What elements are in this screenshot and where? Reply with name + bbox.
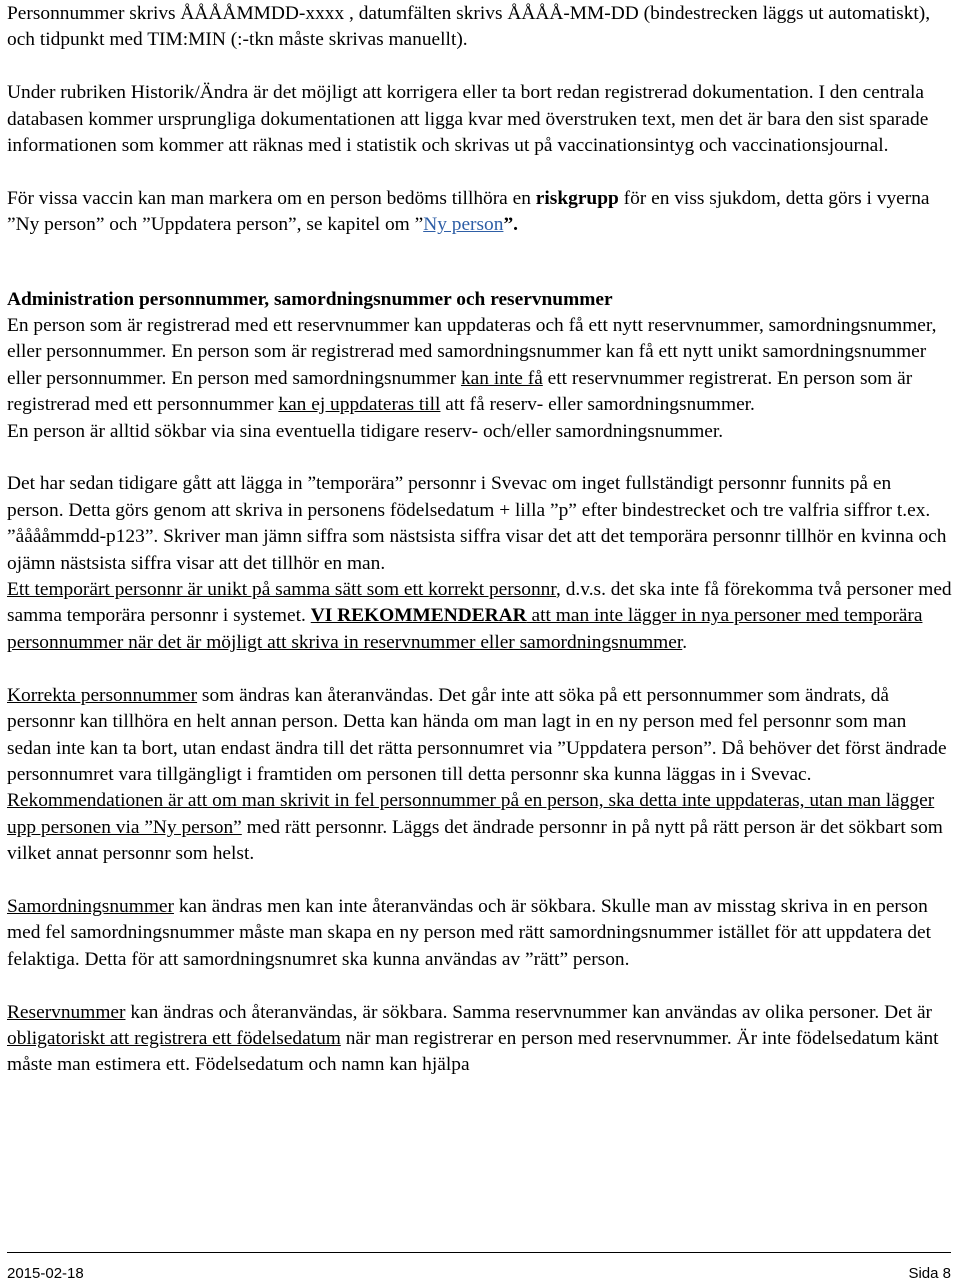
- text-run: att få reserv- eller samordningsnummer.: [440, 394, 755, 416]
- page-footer: [7, 1252, 951, 1283]
- text-run: med rätt personnr. Läggs det ändrade personnr in på nytt på rätt person är det sökbart som vilket annat personnr som helst.: [7, 816, 943, 865]
- text-run: ett reservnummer registrerat. En person som är registrerad med ett personnummer: [7, 367, 913, 416]
- underlined-text: kan inte få: [460, 367, 543, 389]
- underlined-text: Ett temporärt personnr är unikt på samma sätt som ett korrekt personnr: [7, 579, 557, 601]
- paragraph-temporara-personnr: [7, 471, 952, 577]
- text-run: En person som är registrerad med ett reservnummer kan uppdateras och få ett nytt reservnummer, samordningsnummer, eller personnummer. En person som är registrerad med samordningsnummer kan få ett nytt unikt samordningsnummer eller personnummer. En person med samordningsnummer: [7, 315, 937, 389]
- paragraph-temporart-unikt: [7, 577, 952, 656]
- underlined-term: Korrekta personnummer: [7, 684, 198, 706]
- heading-text: Administration personnummer, samordningsnummer och reservnummer: [7, 288, 613, 310]
- page-number: Sida 8: [908, 1265, 951, 1282]
- document-body: [7, 1, 952, 1079]
- text-run: , d.v.s. det ska inte få förekomma två personer med samma temporära personnr i systemet.: [7, 579, 952, 627]
- bold-term-riskgrupp: riskgrupp: [535, 187, 619, 209]
- paragraph-riskgrupp: [7, 186, 952, 239]
- paragraph-text: En person är alltid sökbar via sina eventuella tidigare reserv- och/eller samordningsnummer.: [7, 420, 724, 442]
- paragraph-text: Under rubriken Historik/Ändra är det möjligt att korrigera eller ta bort redan registrerad dokumentation. I den centrala databasen kommer ursprungliga dokumentationen att ligga kvar med överstruken text, men det är bara den sist sparade informationen som kommer att räknas med i statistik och skrivas ut på vaccinationsintyg och vaccinationsjournal.: [7, 82, 929, 157]
- paragraph-personnummer-format: [7, 1, 952, 54]
- paragraph-administration: [7, 313, 952, 419]
- text-run: .: [682, 631, 688, 653]
- link-ny-person[interactable]: Ny person: [423, 214, 504, 236]
- underlined-term: Reservnummer: [7, 1001, 126, 1023]
- paragraph-reservnummer: [7, 1000, 952, 1079]
- text-run: ”.: [503, 214, 518, 236]
- text-run: kan ändras och återanvändas, är sökbara. Samma reservnummer kan användas av olika personer. Det är: [125, 1001, 933, 1023]
- underlined-text: obligatoriskt att registrera ett födelsedatum: [7, 1027, 341, 1049]
- paragraph-text: Det har sedan tidigare gått att lägga in ”temporära” personnr i Svevac om inget fullständigt personnr funnits på en person. Detta görs genom att skriva in personens födelsedatum + lilla ”p” efter bindestrecket och tre valfria siffror t.ex. ”ååååmmdd-p123”. Skriver man jämn siffra som nästsista siffra visar det att det temporära personnr tillhör en kvinna och ojämn nästsista siffra visar att det tillhör en man.: [7, 473, 947, 574]
- paragraph-sokbar: [7, 419, 952, 445]
- text-run: kan ändras men kan inte återanvändas och är sökbara. Skulle man av misstag skriva in en person med fel samordningsnummer måste man skapa en ny person med rätt samordningsnummer istället för att uppdatera det felaktiga. Detta för att samordningsnumret ska kunna användas av ”rätt” person.: [7, 895, 932, 970]
- emphasis-recommendation: VI REKOMMENDERAR: [310, 605, 527, 627]
- paragraph-historik: [7, 80, 952, 159]
- text-run: För vissa vaccin kan man markera om en person bedöms tillhöra en: [7, 187, 536, 209]
- text-run: när man registrerar en person med reservnummer. Är inte födelsedatum känt måste man estimera ett. Födelsedatum och namn kan hjälpa: [7, 1027, 939, 1076]
- underlined-text: Rekommendationen är att om man skrivit in fel personnummer på en person, ska detta inte uppdateras, utan man lägger upp personen via ”Ny person”: [7, 790, 935, 838]
- text-run: för en viss sjukdom, detta görs i vyerna ”Ny person” och ”Uppdatera person”, se kapitel om ”: [7, 187, 930, 236]
- underlined-text: kan ej uppdateras till: [278, 394, 441, 416]
- paragraph-samordningsnummer: [7, 894, 952, 973]
- paragraph-text: Personnummer skrivs ÅÅÅÅMMDD-xxxx , datumfälten skrivs ÅÅÅÅ-MM-DD (bindestrecken läggs ut automatiskt), och tidpunkt med TIM:MIN (:-tkn måste skrivas manuellt).: [7, 3, 931, 51]
- paragraph-korrekta-personnummer: [7, 683, 952, 868]
- underlined-term: Samordningsnummer: [7, 895, 174, 917]
- section-heading-administration: [7, 287, 952, 313]
- underlined-text: att man inte lägger in nya personer med temporära personnummer när det är möjligt att skriva in reservnummer eller samordningsnummer: [7, 605, 923, 653]
- text-run: som ändras kan återanvändas. Det går inte att söka på ett personnummer som ändrats, då personnr kan tillhöra en helt annan person. Detta kan hända om man lagt in en ny person med fel personnr som man sedan inte kan ta bort, utan endast ändra till det rätta personnumret via ”Uppdatera person”. Då behöver det först ändrade personnumret vara tillgängligt i framtiden om personen till detta personnr ska kunna läggas in i Svevac.: [7, 684, 947, 785]
- footer-date: 2015-02-18: [7, 1265, 84, 1282]
